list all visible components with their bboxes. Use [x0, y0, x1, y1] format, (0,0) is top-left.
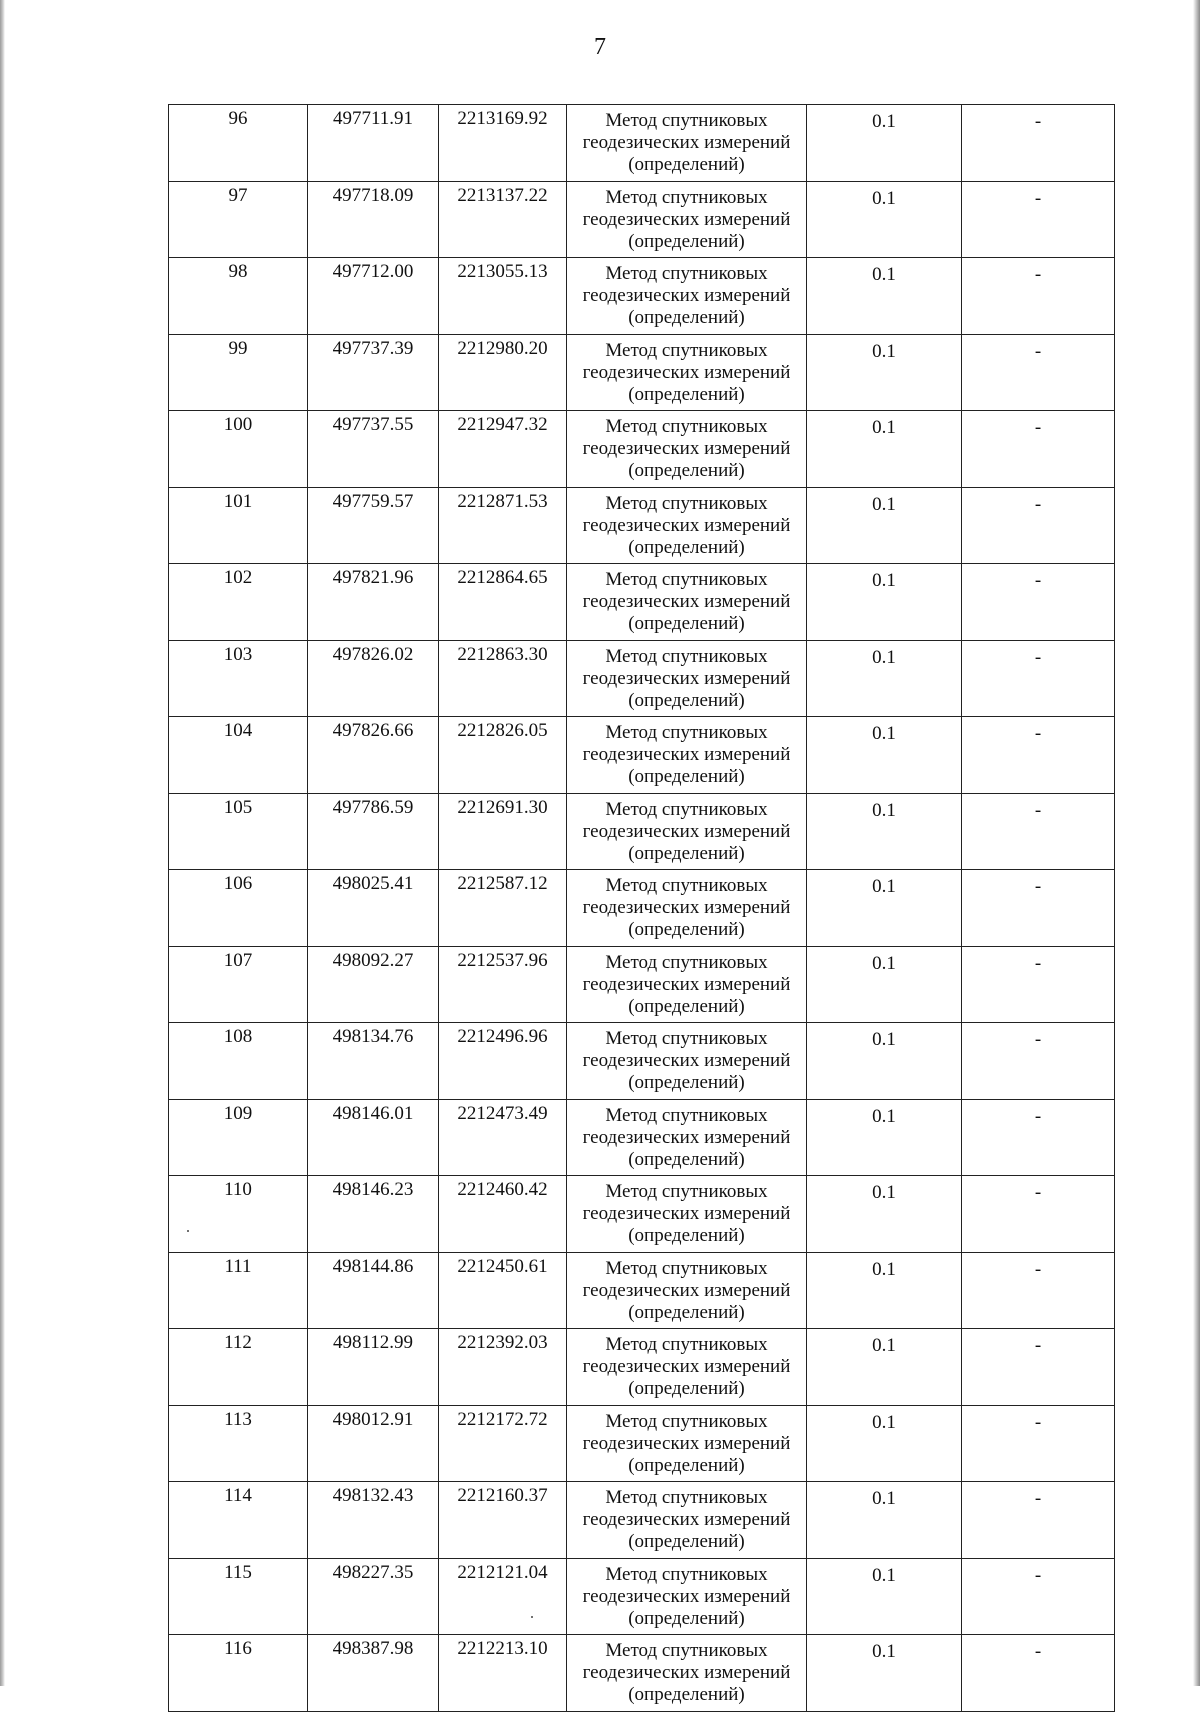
y-coordinate-cell: 2212172.72 — [439, 1405, 567, 1482]
accuracy-cell: 0.1 — [807, 793, 962, 870]
note-cell: - — [962, 564, 1115, 641]
method-line: Метод спутниковых — [605, 722, 768, 743]
point-number-cell: 112 — [169, 1329, 308, 1406]
method-line: (определений) — [628, 766, 745, 787]
method-line: (определений) — [628, 919, 745, 940]
scan-speck — [187, 1230, 189, 1232]
method-line: (определений) — [628, 842, 745, 864]
note-cell: - — [962, 258, 1115, 335]
point-number-cell: 104 — [169, 717, 308, 794]
method-line: Метод спутниковых — [605, 416, 768, 437]
accuracy-cell: 0.1 — [807, 1558, 962, 1635]
method-line: (определений) — [628, 1148, 745, 1170]
method-line: (определений) — [628, 536, 745, 558]
point-number-cell: 98 — [169, 258, 308, 335]
method-line: (определений) — [628, 995, 745, 1017]
note-cell: - — [962, 181, 1115, 258]
method-cell — [567, 946, 807, 1023]
method-line: геодезических измерений — [582, 208, 791, 230]
method-line: Метод спутниковых — [605, 1028, 768, 1049]
x-coordinate-cell: 497821.96 — [308, 564, 439, 641]
method-cell — [567, 1558, 807, 1635]
method-line: (определений) — [628, 1301, 745, 1323]
method-cell — [567, 1329, 807, 1406]
table-row — [169, 870, 1115, 947]
method-line: (определений) — [628, 1225, 745, 1246]
y-coordinate-cell: 2212450.61 — [439, 1252, 567, 1329]
method-line: (определений) — [628, 154, 745, 175]
note-cell: - — [962, 1482, 1115, 1559]
y-coordinate-cell: 2212871.53 — [439, 487, 567, 564]
y-coordinate-cell: 2212460.42 — [439, 1176, 567, 1253]
accuracy-cell: 0.1 — [807, 1482, 962, 1559]
accuracy-cell: 0.1 — [807, 870, 962, 947]
note-cell: - — [962, 870, 1115, 947]
note-cell: - — [962, 1558, 1115, 1635]
x-coordinate-cell: 498146.23 — [308, 1176, 439, 1253]
method-line: Метод спутниковых — [605, 263, 768, 284]
y-coordinate-cell: 2212980.20 — [439, 334, 567, 411]
table-row — [169, 1023, 1115, 1100]
point-number-cell: 99 — [169, 334, 308, 411]
method-line: геодезических измерений — [582, 285, 791, 306]
scan-speck — [531, 1616, 533, 1618]
method-line: Метод спутниковых — [605, 569, 768, 590]
x-coordinate-cell: 497712.00 — [308, 258, 439, 335]
x-coordinate-cell: 497737.39 — [308, 334, 439, 411]
y-coordinate-cell: 2212392.03 — [439, 1329, 567, 1406]
method-line: Метод спутниковых — [605, 339, 768, 361]
table-row — [169, 1099, 1115, 1176]
y-coordinate-cell: 2212496.96 — [439, 1023, 567, 1100]
y-coordinate-cell: 2212864.65 — [439, 564, 567, 641]
method-line: (определений) — [628, 230, 745, 252]
x-coordinate-cell: 497737.55 — [308, 411, 439, 488]
point-number-cell: 110 — [169, 1176, 308, 1253]
note-cell: - — [962, 1635, 1115, 1712]
accuracy-cell: 0.1 — [807, 717, 962, 794]
method-cell — [567, 1099, 807, 1176]
method-line: геодезических измерений — [582, 667, 791, 689]
method-line: (определений) — [628, 1378, 745, 1399]
point-number-cell: 101 — [169, 487, 308, 564]
method-line: геодезических измерений — [582, 591, 791, 612]
method-line: Метод спутниковых — [605, 875, 768, 896]
accuracy-cell: 0.1 — [807, 487, 962, 564]
method-cell — [567, 793, 807, 870]
accuracy-cell: 0.1 — [807, 411, 962, 488]
table-row — [169, 258, 1115, 335]
y-coordinate-cell: 2212160.37 — [439, 1482, 567, 1559]
method-line: геодезических измерений — [582, 973, 791, 995]
table-row — [169, 334, 1115, 411]
method-line: геодезических измерений — [582, 1509, 791, 1530]
method-line: геодезических измерений — [582, 1050, 791, 1071]
method-cell — [567, 411, 807, 488]
y-coordinate-cell: 2213137.22 — [439, 181, 567, 258]
scan-shadow-right — [1193, 0, 1200, 1686]
point-number-cell: 96 — [169, 105, 308, 182]
x-coordinate-cell: 497826.02 — [308, 640, 439, 717]
note-cell: - — [962, 1252, 1115, 1329]
y-coordinate-cell: 2212863.30 — [439, 640, 567, 717]
point-number-cell: 100 — [169, 411, 308, 488]
x-coordinate-cell: 498012.91 — [308, 1405, 439, 1482]
note-cell: - — [962, 717, 1115, 794]
method-line: Метод спутниковых — [605, 1487, 768, 1508]
note-cell: - — [962, 411, 1115, 488]
method-line: Метод спутниковых — [605, 186, 768, 208]
x-coordinate-cell: 498092.27 — [308, 946, 439, 1023]
x-coordinate-cell: 497718.09 — [308, 181, 439, 258]
x-coordinate-cell: 497711.91 — [308, 105, 439, 182]
method-cell — [567, 1023, 807, 1100]
table-row — [169, 1635, 1115, 1712]
table-row — [169, 564, 1115, 641]
method-line: геодезических измерений — [582, 361, 791, 383]
method-line: (определений) — [628, 613, 745, 634]
table-row — [169, 1405, 1115, 1482]
method-line: Метод спутниковых — [605, 1257, 768, 1279]
method-line: геодезических измерений — [582, 1126, 791, 1148]
accuracy-cell: 0.1 — [807, 1405, 962, 1482]
method-line: Метод спутниковых — [605, 798, 768, 820]
point-number-cell: 115 — [169, 1558, 308, 1635]
table-row — [169, 487, 1115, 564]
method-cell — [567, 334, 807, 411]
point-number-cell: 116 — [169, 1635, 308, 1712]
method-line: Метод спутниковых — [605, 492, 768, 514]
y-coordinate-cell: 2212587.12 — [439, 870, 567, 947]
method-line: геодезических измерений — [582, 1432, 791, 1454]
method-line: (определений) — [628, 1454, 745, 1476]
point-number-cell: 111 — [169, 1252, 308, 1329]
table-row — [169, 793, 1115, 870]
y-coordinate-cell: 2212213.10 — [439, 1635, 567, 1712]
method-line: Метод спутниковых — [605, 645, 768, 667]
accuracy-cell: 0.1 — [807, 1252, 962, 1329]
method-line: Метод спутниковых — [605, 1410, 768, 1432]
method-line: геодезических измерений — [582, 820, 791, 842]
method-line: (определений) — [628, 1684, 745, 1705]
point-number-cell: 102 — [169, 564, 308, 641]
note-cell: - — [962, 1176, 1115, 1253]
y-coordinate-cell: 2212691.30 — [439, 793, 567, 870]
x-coordinate-cell: 497786.59 — [308, 793, 439, 870]
method-line: Метод спутниковых — [605, 1181, 768, 1202]
method-line: геодезических измерений — [582, 744, 791, 765]
accuracy-cell: 0.1 — [807, 1635, 962, 1712]
coordinates-table — [168, 104, 1115, 1712]
y-coordinate-cell: 2212473.49 — [439, 1099, 567, 1176]
method-line: Метод спутниковых — [605, 1640, 768, 1661]
method-line: Метод спутниковых — [605, 951, 768, 973]
point-number-cell: 108 — [169, 1023, 308, 1100]
accuracy-cell: 0.1 — [807, 258, 962, 335]
y-coordinate-cell: 2212947.32 — [439, 411, 567, 488]
table-row — [169, 946, 1115, 1023]
note-cell: - — [962, 1023, 1115, 1100]
method-cell — [567, 105, 807, 182]
point-number-cell: 106 — [169, 870, 308, 947]
note-cell: - — [962, 640, 1115, 717]
accuracy-cell: 0.1 — [807, 105, 962, 182]
method-cell — [567, 564, 807, 641]
method-line: Метод спутниковых — [605, 1104, 768, 1126]
y-coordinate-cell: 2213169.92 — [439, 105, 567, 182]
method-line: геодезических измерений — [582, 438, 791, 459]
table-row — [169, 181, 1115, 258]
method-cell — [567, 1252, 807, 1329]
x-coordinate-cell: 498112.99 — [308, 1329, 439, 1406]
method-line: (определений) — [628, 383, 745, 405]
table-row — [169, 411, 1115, 488]
point-number-cell: 97 — [169, 181, 308, 258]
table-row — [169, 1558, 1115, 1635]
table-row — [169, 1252, 1115, 1329]
point-number-cell: 113 — [169, 1405, 308, 1482]
method-line: геодезических измерений — [582, 514, 791, 536]
table-row — [169, 105, 1115, 182]
y-coordinate-cell: 2212826.05 — [439, 717, 567, 794]
method-line: геодезических измерений — [582, 1662, 791, 1683]
x-coordinate-cell: 498134.76 — [308, 1023, 439, 1100]
table-row — [169, 1176, 1115, 1253]
method-line: геодезических измерений — [582, 1203, 791, 1224]
method-cell — [567, 1635, 807, 1712]
method-cell — [567, 717, 807, 794]
point-number-cell: 109 — [169, 1099, 308, 1176]
table-row — [169, 1482, 1115, 1559]
y-coordinate-cell: 2212121.04 — [439, 1558, 567, 1635]
method-cell — [567, 640, 807, 717]
accuracy-cell: 0.1 — [807, 1176, 962, 1253]
y-coordinate-cell: 2213055.13 — [439, 258, 567, 335]
method-cell — [567, 1482, 807, 1559]
method-cell — [567, 487, 807, 564]
method-cell — [567, 181, 807, 258]
page-number: 7 — [594, 34, 606, 60]
table-row — [169, 717, 1115, 794]
table-row — [169, 1329, 1115, 1406]
x-coordinate-cell: 497826.66 — [308, 717, 439, 794]
accuracy-cell: 0.1 — [807, 640, 962, 717]
x-coordinate-cell: 498144.86 — [308, 1252, 439, 1329]
x-coordinate-cell: 498025.41 — [308, 870, 439, 947]
scan-shadow-left — [0, 0, 5, 1686]
note-cell: - — [962, 793, 1115, 870]
method-line: Метод спутниковых — [605, 1563, 768, 1585]
point-number-cell: 107 — [169, 946, 308, 1023]
accuracy-cell: 0.1 — [807, 946, 962, 1023]
accuracy-cell: 0.1 — [807, 1329, 962, 1406]
x-coordinate-cell: 498132.43 — [308, 1482, 439, 1559]
accuracy-cell: 0.1 — [807, 334, 962, 411]
method-line: (определений) — [628, 1607, 745, 1629]
note-cell: - — [962, 1099, 1115, 1176]
method-line: (определений) — [628, 1531, 745, 1552]
method-line: Метод спутниковых — [605, 110, 768, 131]
x-coordinate-cell: 498227.35 — [308, 1558, 439, 1635]
note-cell: - — [962, 1329, 1115, 1406]
method-cell — [567, 1405, 807, 1482]
accuracy-cell: 0.1 — [807, 564, 962, 641]
method-line: (определений) — [628, 307, 745, 328]
x-coordinate-cell: 498146.01 — [308, 1099, 439, 1176]
method-line: (определений) — [628, 689, 745, 711]
note-cell: - — [962, 334, 1115, 411]
method-line: геодезических измерений — [582, 1356, 791, 1377]
method-line: геодезических измерений — [582, 1585, 791, 1607]
method-cell — [567, 1176, 807, 1253]
table-row — [169, 640, 1115, 717]
accuracy-cell: 0.1 — [807, 1099, 962, 1176]
coordinates-table-body — [169, 105, 1115, 1712]
method-line: геодезических измерений — [582, 1279, 791, 1301]
method-cell — [567, 258, 807, 335]
x-coordinate-cell: 498387.98 — [308, 1635, 439, 1712]
point-number-cell: 103 — [169, 640, 308, 717]
method-line: Метод спутниковых — [605, 1334, 768, 1355]
point-number-cell: 114 — [169, 1482, 308, 1559]
point-number-cell: 105 — [169, 793, 308, 870]
method-line: (определений) — [628, 460, 745, 481]
note-cell: - — [962, 1405, 1115, 1482]
note-cell: - — [962, 946, 1115, 1023]
method-line: геодезических измерений — [582, 132, 791, 153]
method-line: (определений) — [628, 1072, 745, 1093]
note-cell: - — [962, 487, 1115, 564]
accuracy-cell: 0.1 — [807, 1023, 962, 1100]
note-cell: - — [962, 105, 1115, 182]
accuracy-cell: 0.1 — [807, 181, 962, 258]
method-line: геодезических измерений — [582, 897, 791, 918]
y-coordinate-cell: 2212537.96 — [439, 946, 567, 1023]
method-cell — [567, 870, 807, 947]
x-coordinate-cell: 497759.57 — [308, 487, 439, 564]
